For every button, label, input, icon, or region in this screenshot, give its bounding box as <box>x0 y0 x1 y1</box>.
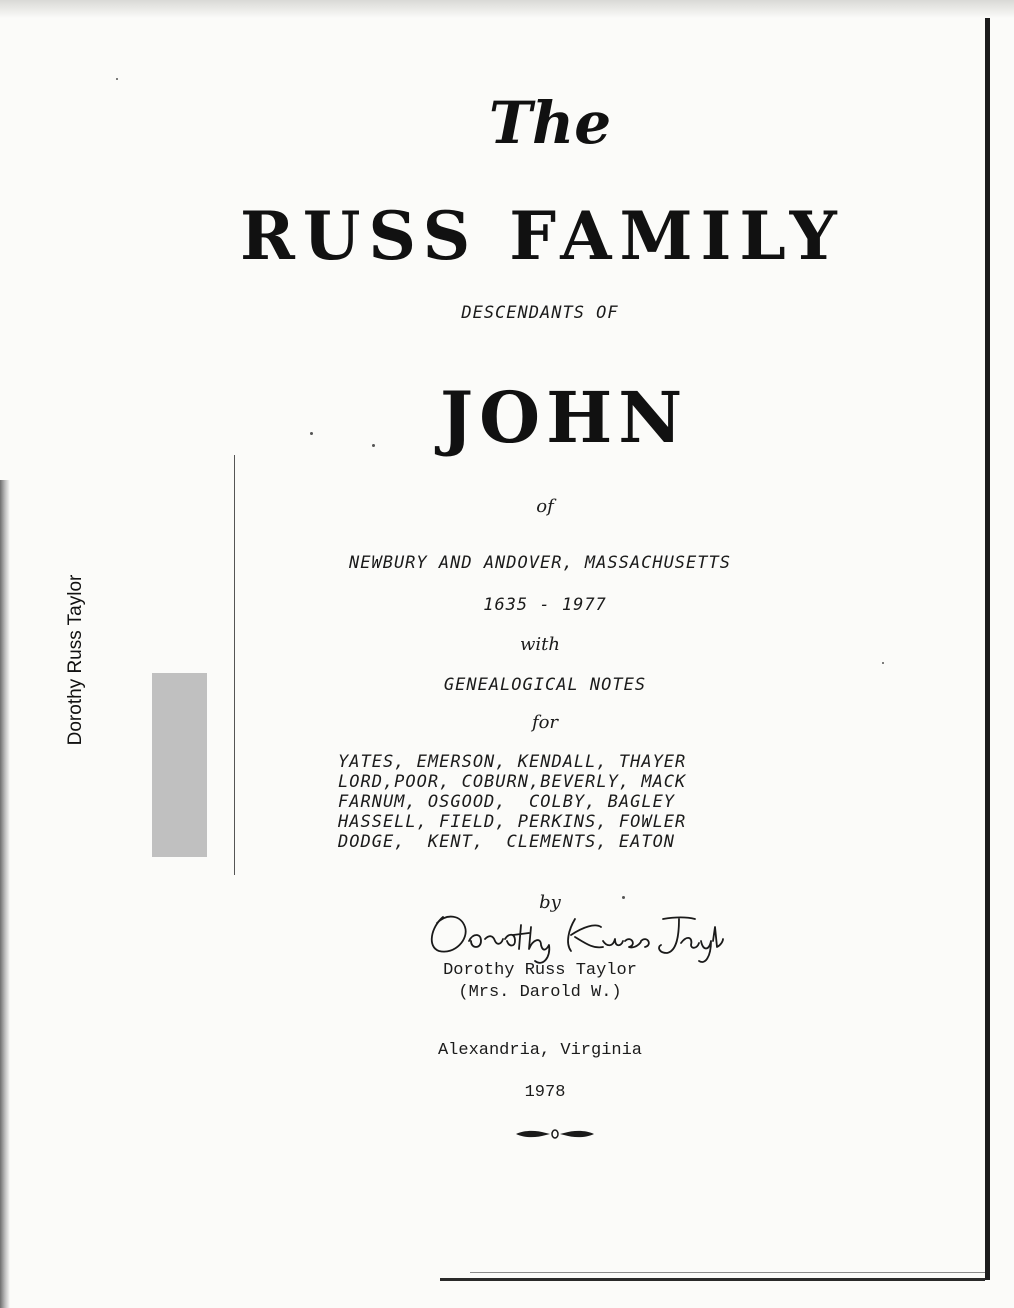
years-line: 1635 - 1977 <box>483 595 607 615</box>
redaction-box <box>152 673 207 857</box>
surname-line: DODGE, KENT, CLEMENTS, EATON <box>338 832 676 852</box>
scan-speck <box>882 662 884 664</box>
for-label: for <box>531 712 559 733</box>
surname-line: LORD,POOR, COBURN,BEVERLY, MACK <box>338 772 687 792</box>
with-label: with <box>520 634 560 655</box>
scan-speck <box>372 444 375 447</box>
title-russ-family: RUSS FAMILY <box>240 197 845 275</box>
scan-speck <box>310 432 313 435</box>
scan-top-shadow <box>0 0 1014 18</box>
fold-line <box>234 455 235 875</box>
surname-line: YATES, EMERSON, KENDALL, THAYER <box>338 752 687 772</box>
place-line: NEWBURY AND ANDOVER, MASSACHUSETTS <box>349 553 731 573</box>
title-the: The <box>488 89 612 157</box>
author-note: (Mrs. Darold W.) <box>458 983 622 1002</box>
genealogical-notes-heading: GENEALOGICAL NOTES <box>443 675 647 695</box>
title-john: JOHN <box>440 376 689 459</box>
scan-speck <box>116 78 118 80</box>
surname-list <box>338 752 748 852</box>
scan-speck <box>622 896 625 899</box>
author-name: Dorothy Russ Taylor <box>443 961 637 980</box>
publication-year: 1978 <box>524 1083 566 1102</box>
handwritten-signature <box>425 905 725 967</box>
side-label: Dorothy Russ Taylor <box>65 574 86 746</box>
city-line: Alexandria, Virginia <box>437 1041 643 1060</box>
ornament-divider <box>512 1124 598 1144</box>
of-label: of <box>536 496 554 517</box>
scan-bottom-rule-thin <box>470 1272 985 1273</box>
descendants-of: DESCENDANTS OF <box>461 303 619 323</box>
scan-right-border <box>985 18 990 1280</box>
scan-left-edge <box>0 480 10 1308</box>
surname-line: HASSELL, FIELD, PERKINS, FOWLER <box>338 812 687 832</box>
surname-line: FARNUM, OSGOOD, COLBY, BAGLEY <box>338 792 676 812</box>
by-label: by <box>539 892 561 913</box>
scan-bottom-rule <box>440 1278 985 1281</box>
